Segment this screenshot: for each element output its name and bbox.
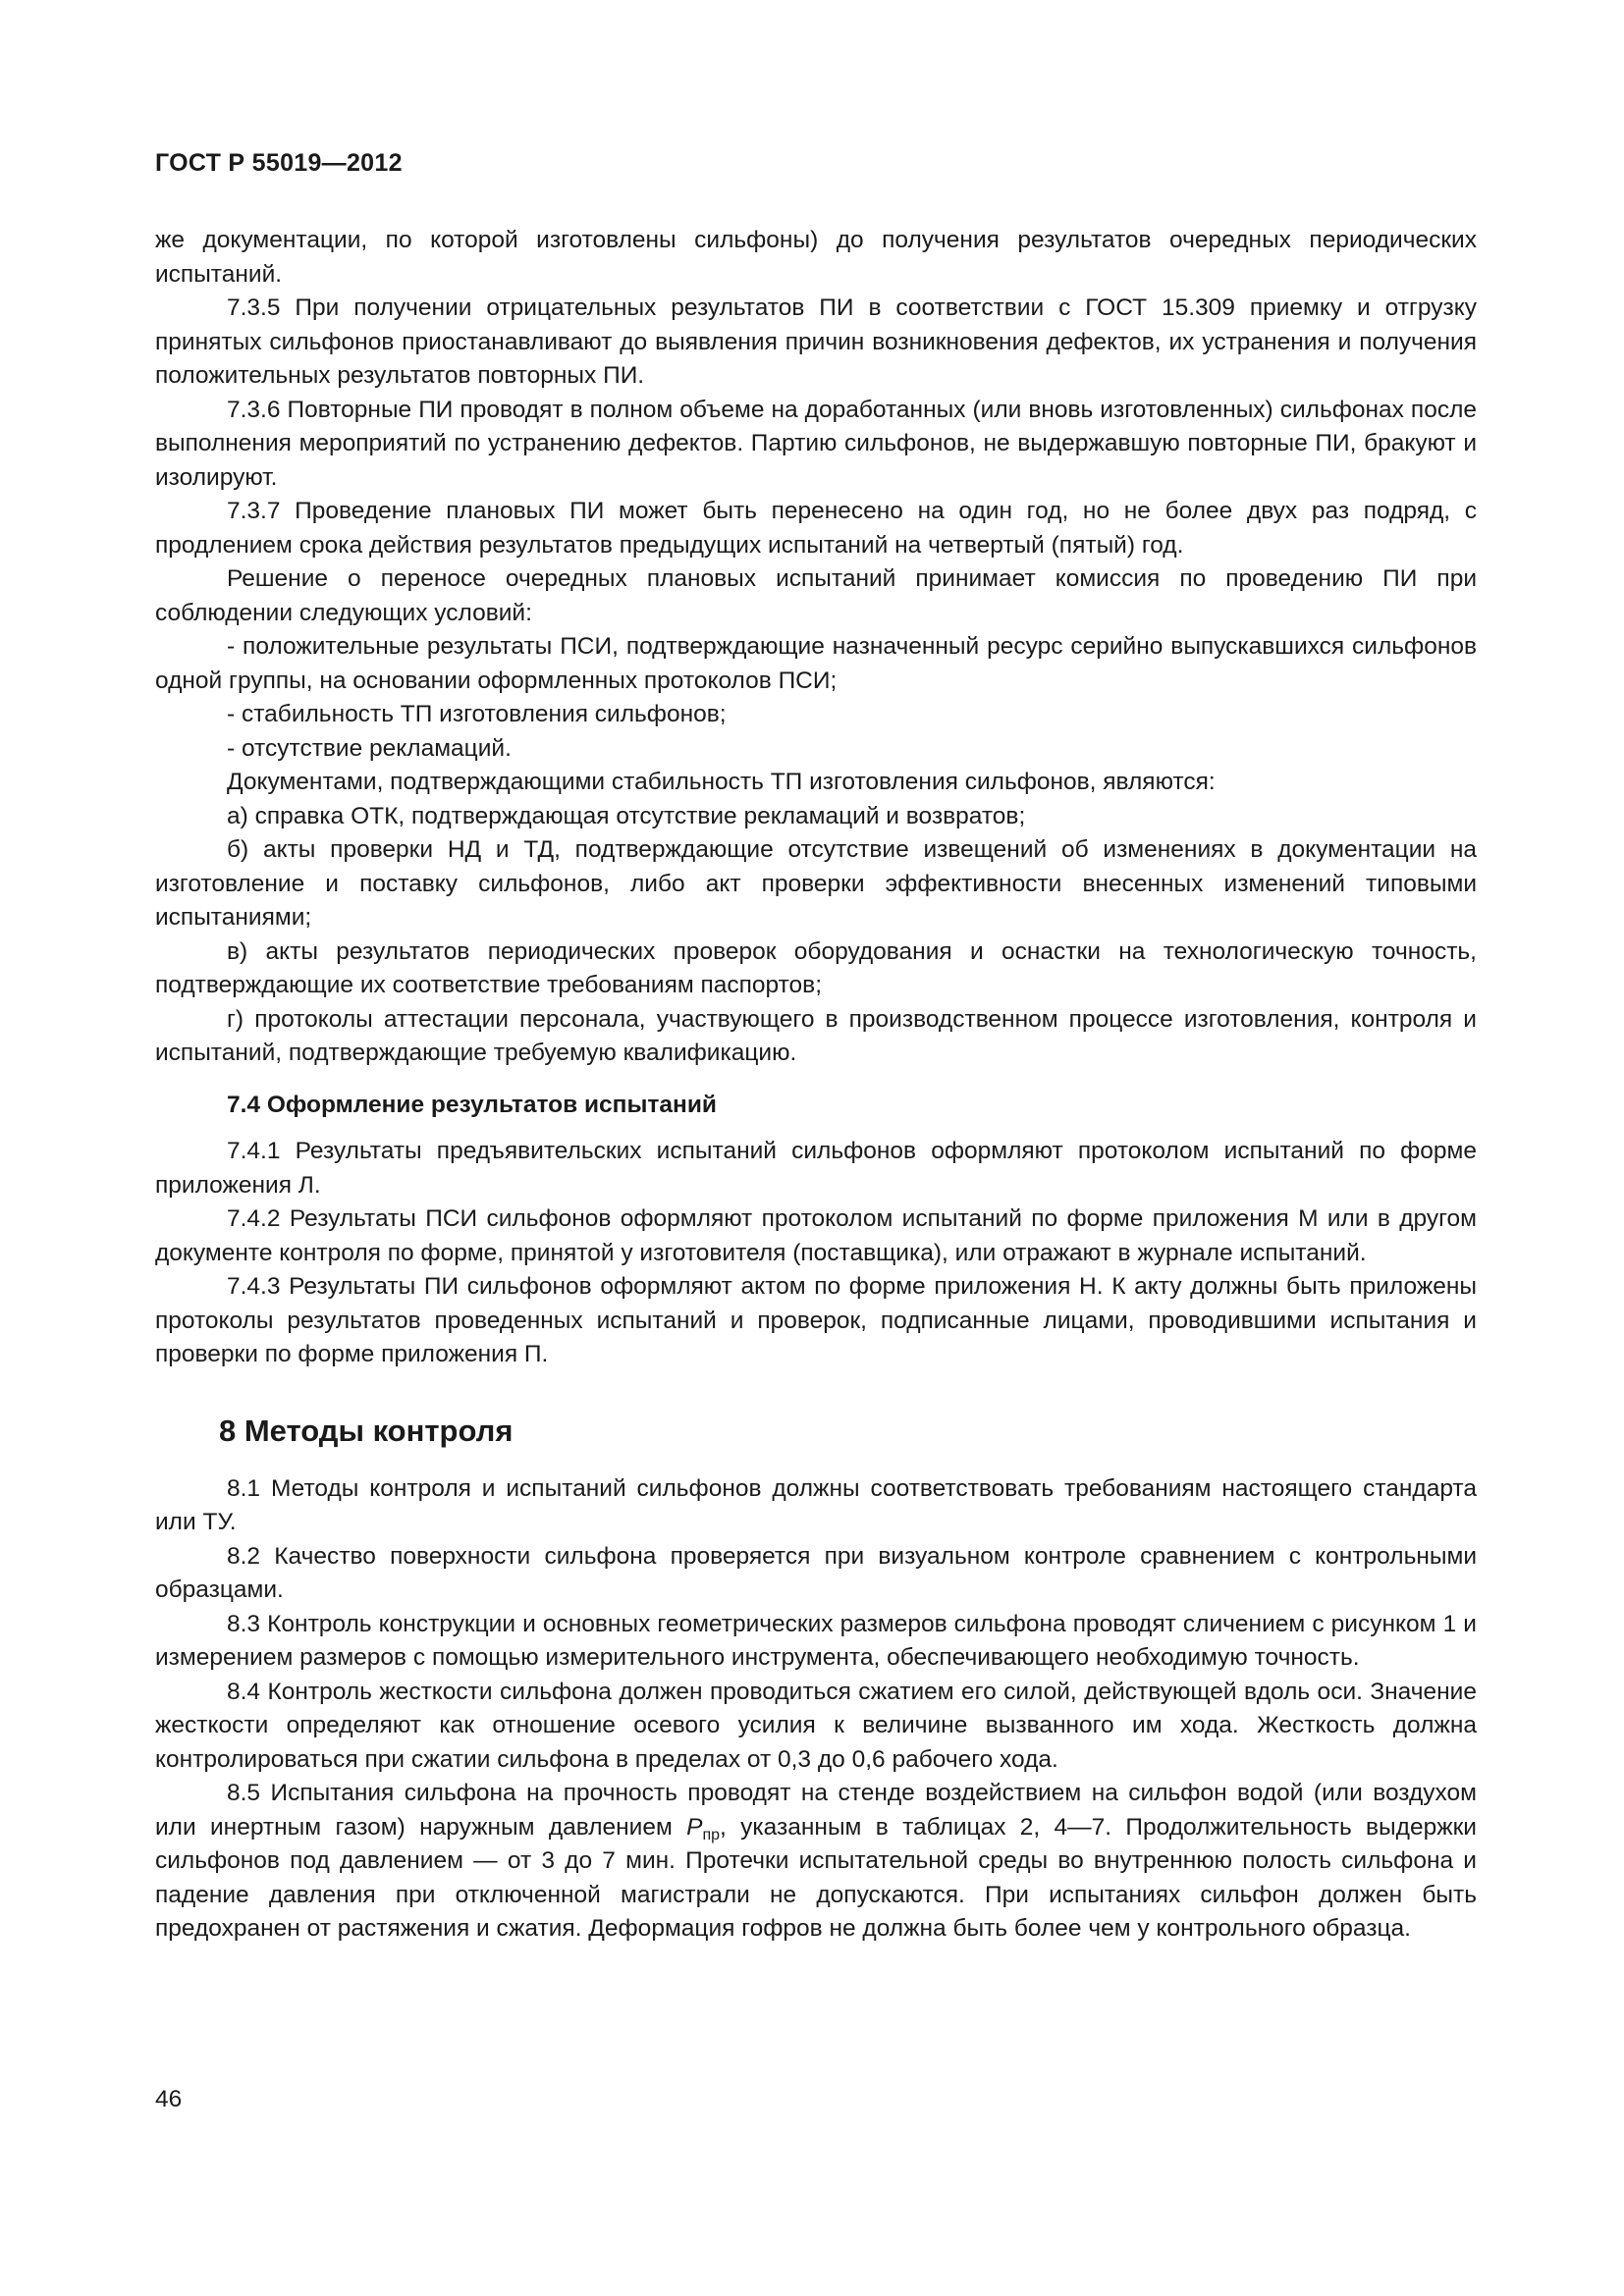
subsection-title-7-4: 7.4 Оформление результатов испытаний xyxy=(227,1091,717,1118)
document-header: ГОСТ Р 55019—2012 xyxy=(155,149,403,177)
paragraph-7-3-7: 7.3.7 Проведение плановых ПИ может быть перенесено на один год, но не более двух раз подряд, с продлением срока действия результатов предыдущих испытаний на четвертый (пятый) год. xyxy=(155,498,1477,559)
list-item-doc-g: г) протоколы аттестации персонала, участвующего в производственном процессе изготовления, контроля и испытаний, подтверждающие требуемую квалификацию. xyxy=(155,1005,1477,1066)
list-item-doc-v: в) акты результатов периодических проверок оборудования и оснастки на технологическую точность, подтверждающие их соответствие требованиям паспортов; xyxy=(155,937,1477,998)
paragraph-decision: Решение о переносе очередных плановых испытаний принимает комиссия по проведению ПИ при соблюдении следующих условий: xyxy=(155,565,1477,626)
paragraph-continuation: же документации, по которой изготовлены сильфоны) до получения результатов очередных периодических испытаний. xyxy=(155,227,1477,288)
list-item-conditions-1: - положительные результаты ПСИ, подтверждающие назначенный ресурс серийно выпускавшихся сильфонов одной группы, на основании оформленных протоколов ПСИ; xyxy=(155,633,1477,694)
paragraph-8-4: 8.4 Контроль жесткости сильфона должен проводиться сжатием его силой, действующей вдоль оси. Значение жесткости определяют как отношение осевого усилия к величине вызванного им хода. Жесткость должна контролироваться при сжатии сильфона в пределах от 0,3 до 0,6 рабочего хода. xyxy=(155,1678,1477,1773)
paragraph-8-5-part2: , указанным в таблицах 2, 4—7. Продолжительность выдержки сильфонов под давлением — от 3 до 7 мин. Протечки испытательной среды во внутреннюю полость сильфона и падение давления при отключенной магистрали не допускаются. При испытаниях сильфон должен быть предохранен от растяжения и сжатия. Деформация гофров не должна быть более чем у контрольного образца. xyxy=(155,1813,1477,1942)
pressure-symbol-subscript: пр xyxy=(702,1826,721,1843)
section-title-8: 8 Методы контроля xyxy=(219,1413,514,1448)
list-item-doc-a: а) справка ОТК, подтверждающая отсутствие рекламаций и возвратов; xyxy=(227,802,1026,829)
list-item-doc-b: б) акты проверки НД и ТД, подтверждающие отсутствие извещений об изменениях в документации на изготовление и поставку сильфонов, либо акт проверки эффективности внесенных изменений типовыми испытаниями; xyxy=(155,836,1477,931)
paragraph-8-2: 8.2 Качество поверхности сильфона проверяется при визуальном контроле сравнением с контрольными образцами. xyxy=(155,1542,1477,1603)
paragraph-8-5 xyxy=(155,1777,1477,1947)
page-content xyxy=(155,224,1477,1947)
paragraph-7-4-3: 7.4.3 Результаты ПИ сильфонов оформляют актом по форме приложения Н. К акту должны быть приложены протоколы результатов проведенных испытаний и проверок, подписанные лицами, проводившими испытания и проверки по форме приложения П. xyxy=(155,1273,1477,1367)
pressure-symbol: P xyxy=(686,1813,703,1841)
list-item-conditions-2: - стабильность ТП изготовления сильфонов; xyxy=(227,701,727,727)
paragraph-documents: Документами, подтверждающими стабильность ТП изготовления сильфонов, являются: xyxy=(227,769,1216,795)
paragraph-8-3: 8.3 Контроль конструкции и основных геометрических размеров сильфона проводят сличением с рисунком 1 и измерением размеров с помощью измерительного инструмента, обеспечивающего необходимую точность. xyxy=(155,1610,1477,1671)
page-number: 46 xyxy=(155,2086,183,2112)
paragraph-8-1: 8.1 Методы контроля и испытаний сильфонов должны соответствовать требованиям настоящего стандарта или ТУ. xyxy=(155,1474,1477,1535)
list-item-conditions-3: - отсутствие рекламаций. xyxy=(227,734,512,762)
paragraph-7-3-6: 7.3.6 Повторные ПИ проводят в полном объеме на доработанных (или вновь изготовленных) сильфонах после выполнения мероприятий по устранению дефектов. Партию сильфонов, не выдержавшую повторные ПИ, бракуют и изолируют. xyxy=(155,396,1477,491)
paragraph-7-4-1: 7.4.1 Результаты предъявительских испытаний сильфонов оформляют протоколом испытаний по форме приложения Л. xyxy=(155,1138,1477,1199)
paragraph-8-5-part1: 8.5 Испытания сильфона на прочность проводят на стенде воздействием на сильфон водой (или воздухом или инертным газом) наружным давлением xyxy=(155,1780,1477,1841)
paragraph-7-3-5: 7.3.5 При получении отрицательных результатов ПИ в соответствии с ГОСТ 15.309 приемку и отгрузку принятых сильфонов приостанавливают до выявления причин возникновения дефектов, их устранения и получения положительных результатов повторных ПИ. xyxy=(155,294,1477,389)
paragraph-7-4-2: 7.4.2 Результаты ПСИ сильфонов оформляют протоколом испытаний по форме приложения М или в другом документе контроля по форме, принятой у изготовителя (поставщика), или отражают в журнале испытаний. xyxy=(155,1205,1477,1266)
